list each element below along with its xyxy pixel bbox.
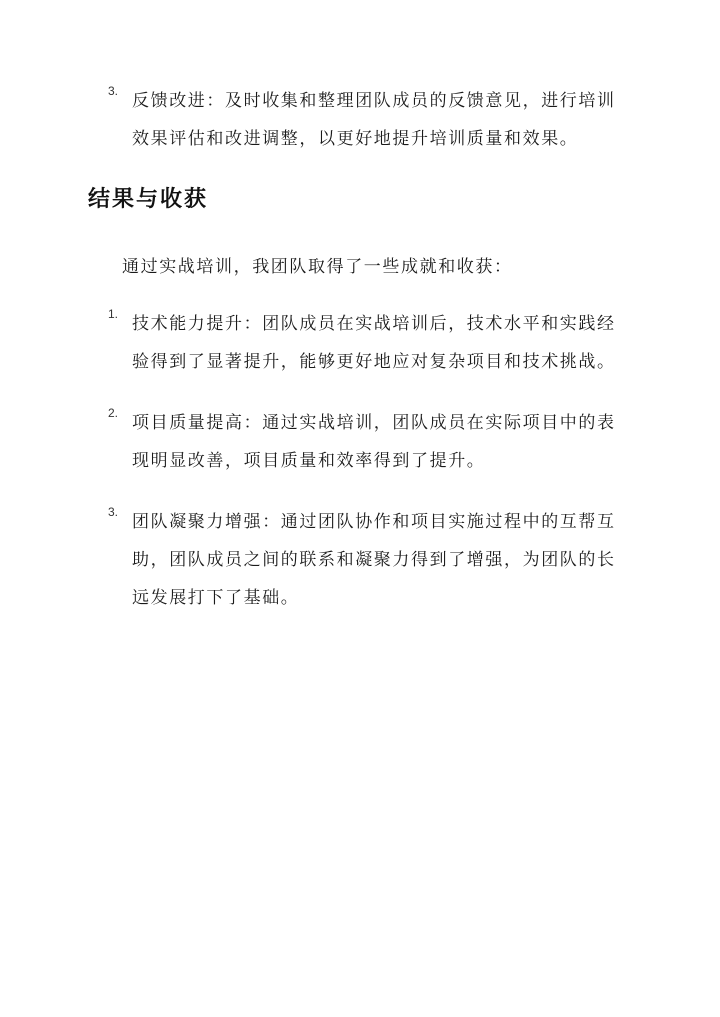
list-item-project-quality xyxy=(108,404,628,480)
list-item-feedback xyxy=(108,82,628,158)
list-text: 项目质量提高：通过实战培训，团队成员在实际项目中的表现明显改善，项目质量和效率得到了提升。 xyxy=(132,413,616,471)
list-text: 技术能力提升：团队成员在实战培训后，技术水平和实践经验得到了显著提升，能够更好地应对复杂项目和技术挑战。 xyxy=(132,314,616,372)
list-number: 3. xyxy=(108,505,119,519)
section-heading: 结果与收获 xyxy=(88,187,209,212)
list-text: 反馈改进：及时收集和整理团队成员的反馈意见，进行培训效果评估和改进调整，以更好地提升培训质量和效果。 xyxy=(132,91,616,149)
list-item-team-cohesion xyxy=(108,503,628,617)
list-item-tech-skills xyxy=(108,305,628,381)
list-number: 3. xyxy=(108,84,119,98)
list-number: 2. xyxy=(108,406,119,420)
intro-paragraph: 通过实战培训，我团队取得了一些成就和收获： xyxy=(122,257,513,277)
list-text: 团队凝聚力增强：通过团队协作和项目实施过程中的互帮互助，团队成员之间的联系和凝聚力得到了增强，为团队的长远发展打下了基础。 xyxy=(132,512,616,608)
list-number: 1. xyxy=(108,307,119,321)
